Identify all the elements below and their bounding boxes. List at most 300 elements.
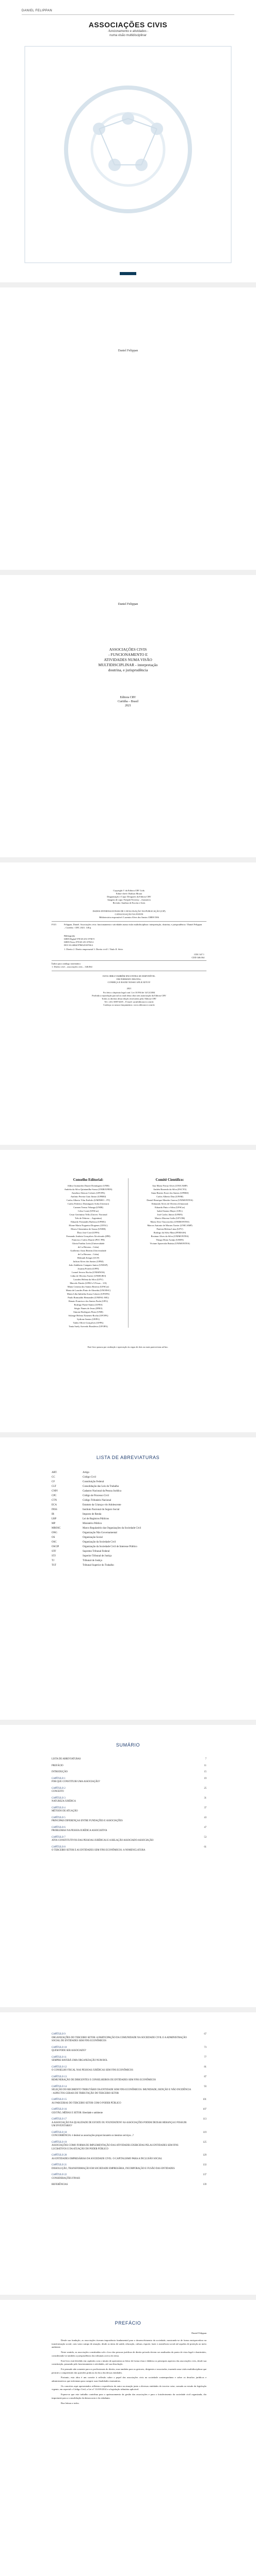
digital-line: ESTA OBRA TAMBÉM ENCONTRA-SE DISPONÍVEL <box>103 975 155 977</box>
abbreviation-key: LRP <box>52 1518 57 1520</box>
credit-line: Copyright © da Editora CRV Ltda. <box>113 889 145 892</box>
council-member: Helmuth Krüger (UCP) <box>77 1257 100 1259</box>
toc-chapter-title: PROBLEMAS NA PESSOA JURÍDICA ASSOCIATIVA <box>52 1829 107 1832</box>
cdd-code: CDD 346.064 <box>191 956 204 959</box>
toc-chapter-title: PREFÁCIO <box>52 1764 63 1767</box>
council-member: Andréia da Silva Quintanilha Sousa (UNIR/UFRN) <box>64 1188 113 1191</box>
toc-chapter-label: CAPÍTULO 20 <box>52 2154 67 2157</box>
abbreviation-key: TST <box>52 1564 56 1567</box>
committee-member: Andréa Rosendo da Silva (FACTO) <box>153 1188 187 1191</box>
toc-item-title <box>52 1797 191 1804</box>
title-page-publisher <box>0 696 256 708</box>
council-member: Cesar Gerónimo Tello (Univer. Nacional <box>69 1213 107 1216</box>
toc-item-title <box>52 1817 191 1823</box>
table-of-contents <box>52 1758 206 1856</box>
toc-chapter-label: CAPÍTULO 12 <box>52 2065 67 2069</box>
council-member: Lídia de Oliveira Xavier (UNIEURO) <box>70 1275 106 1277</box>
council-member: Rodrigo Pratte-Santos (UFES) <box>74 1303 103 1306</box>
toc-chapter-label: CAPÍTULO 8 <box>52 1845 66 1849</box>
toc-page-number: 15 <box>204 1771 206 1773</box>
council-member: de La Havana – Cuba) <box>77 1253 99 1256</box>
credit-line: Imagem de capa: Freepik/Vecteezy – ilustrativa <box>107 899 151 901</box>
toc-item <box>52 1758 206 1761</box>
toc-item <box>52 2183 206 2187</box>
abbreviation-value: Organização da Sociedade Civil <box>83 1541 116 1544</box>
toc-page-number: 47 <box>204 1826 206 1829</box>
abbreviation-row <box>52 1470 206 1475</box>
page-divider <box>0 857 256 862</box>
committee-member: Viviane Aparecida Batista (UNIMONTES) <box>150 1242 190 1245</box>
toc-item <box>52 2118 206 2128</box>
toc-chapter-label: CAPÍTULO 5 <box>52 1816 66 1819</box>
preface-paragraph: Portanto, esta obra é um convite à reflexão sobre o papel das associações civis na sociedade contemporânea e sobre os desafios jurídicos e administrativos que enfrentam para cumprir suas finalidades estatutárias. <box>52 2376 206 2383</box>
committee-member: Isabel Santos Mayer (UEL) <box>157 1210 183 1212</box>
preface-body <box>52 2339 206 2406</box>
toc-page-number: 73 <box>204 2046 206 2049</box>
toc-chapter-title: GESTÃO, MÍDIAS E SETOR: liberdade e ambiente <box>52 2111 103 2114</box>
toc-chapter-label: CAPÍTULO 1 <box>52 1777 66 1780</box>
council-member: Jailson Alves dos Santos (UFRJ) <box>73 1260 104 1263</box>
abbreviation-row <box>52 1512 206 1517</box>
cip-rule <box>52 960 206 961</box>
toc-item <box>52 2046 206 2053</box>
council-member: Maria de Lourdes Pinto de Almeida (UNOESC) <box>66 1289 111 1292</box>
abbreviation-value: Organização Social <box>83 1536 103 1539</box>
toc-chapter-title: LISTA DE ABREVIATURAS <box>52 1758 81 1760</box>
preface-title: PREFÁCIO <box>115 2320 141 2326</box>
toc-item <box>52 1846 206 1853</box>
abbreviation-key: OSC <box>52 1541 57 1544</box>
publisher-line: Editora CRV <box>120 696 136 699</box>
toc-page-number: 119 <box>203 2131 206 2134</box>
toc-chapter-title: REFERÊNCIAS <box>52 2183 68 2186</box>
toc-page-number: 93 <box>204 2085 206 2088</box>
council-member: Sydione Santos (UEPG) <box>77 1318 100 1320</box>
toc-chapter-label: CAPÍTULO 4 <box>52 1806 66 1809</box>
toc-item <box>52 1807 206 1814</box>
abbreviation-row <box>52 1517 206 1521</box>
toc-page-number: 113 <box>203 2118 206 2121</box>
cover-subtitle-1: -funcionamento e atividades - <box>107 30 149 33</box>
toc-page-number: 81 <box>204 2065 206 2069</box>
toc-chapter-label: CAPÍTULO 22 <box>52 2174 67 2176</box>
abbreviation-key: CTN <box>52 1499 57 1502</box>
toc-chapter-title: SEMPRE HAVERÁ UMA ORGANIZAÇÃO NUM ROL <box>52 2059 108 2062</box>
council-member: de La Havana – Cuba) <box>77 1246 99 1248</box>
toc-item-title <box>52 2108 191 2115</box>
toc-chapter-title: ORGANIZAÇÕES DO TERCEIRO SETOR: A PARTICIPAÇÃO DA COMUNIDADE NA SOCIEDADE CIVIL E A ADMINISTRAÇÃO SOCIAL DE ENTIDADES SEM FINS ECONÔMICOS <box>52 2036 187 2042</box>
abbreviation-key: CLT <box>52 1485 56 1488</box>
abbreviation-key: IR <box>52 1513 54 1516</box>
toc-page-number: 37 <box>204 1806 206 1809</box>
title-line: MULTIDISCIPLINAR - interpretação <box>98 663 158 667</box>
abbreviation-row <box>52 1549 206 1554</box>
toc-chapter-title: NATUREZA JURÍDICA <box>52 1800 76 1803</box>
abbreviation-row <box>52 1484 206 1489</box>
council-member: Fernando Antônio Gonçalves Alcoforado (IPB) <box>66 1235 110 1238</box>
index-line: Índice para catálogo sistemático <box>52 962 81 965</box>
abbreviation-key: MROSC <box>52 1527 61 1530</box>
abbreviation-key: ART. <box>52 1471 57 1474</box>
abbreviation-value: Código de Processo Civil <box>83 1495 109 1497</box>
council-member: Carlos Federico Dominguez Avila (Unieuro) <box>67 1202 109 1205</box>
abbreviation-row <box>52 1526 206 1531</box>
abbreviation-row <box>52 1507 206 1512</box>
abbreviation-row <box>52 1535 206 1540</box>
cip-subtitle: CATALOGAÇÃO NA FONTE <box>115 913 143 916</box>
credit-line: Editor-chefe: Railson Moura <box>116 892 142 895</box>
abbreviation-row <box>52 1521 206 1526</box>
abbreviation-value: Consolidação das Leis do Trabalho <box>83 1485 119 1488</box>
council-member: Elione Maria Nogueira Diogenes (UFAL) <box>69 1224 108 1227</box>
toc-item-title <box>52 2131 191 2138</box>
toc-item-title <box>52 1765 191 1768</box>
council-member: Solange Helena Ximenes-Rocha (UFOPA) <box>68 1314 108 1317</box>
abbreviations-page <box>0 1437 256 1720</box>
toc-item-title <box>52 2046 191 2053</box>
abbreviation-row <box>52 1498 206 1503</box>
preface-paragraph: Os conceitos aqui apresentados refletem a experiência do autor na atuação junto a diversas entidades do terceiro setor, somada ao estudo da legislação vigente, em especial o Código Civil, a Lei nº 13.019/2014 e a legislação tributária aplicável. <box>52 2384 206 2391</box>
legal-notice <box>52 991 206 1007</box>
council-member: Sérgio Nunes de Jesus (IFRO) <box>74 1307 103 1310</box>
toc-item <box>52 1771 206 1774</box>
abbreviation-key: ECA <box>52 1504 57 1506</box>
toc-item <box>52 2066 206 2073</box>
toc-chapter-title: SELEÇÃO DO REGIMENTO TRIBUTÁRIO DA ENTIDADE SEM FINS ECONÔMICOS: IMUNIDADE, ISENÇÃO E NÃO INCIDÊNCIA - ASPECTOS GERAIS DE TRIBUTAÇÃO DO TERCEIRO SETOR <box>52 2089 191 2095</box>
council-member: Maria Cristina dos Santos Bezerra (UFSCar) <box>67 1285 109 1288</box>
council-member: Elizeu Clementino de Souza (UNEB) <box>71 1228 106 1230</box>
cip-title: DADOS INTERNACIONAIS DE CATALOGAÇÃO NA PUBLICAÇÃO (CIP) <box>92 910 166 912</box>
abbreviation-value: Estatuto da Criança e do Adolescente <box>83 1504 121 1506</box>
council-member: Eduardo Fernandes Barbosa (UFMG) <box>71 1221 106 1223</box>
committee-member: Marcio Moreno Gallo (UFVJM) <box>154 1217 185 1219</box>
committee-member: Maria Alice Vasconcelos (UNIMONTES) <box>150 1221 189 1223</box>
toc-page-number: 129 <box>202 2154 206 2157</box>
legal-line: Foi feito o depósito legal conf. Lei 10.994 de 14/12/2004 <box>103 991 155 994</box>
toc-page-number: 7 <box>205 1758 206 1760</box>
page-divider <box>0 570 256 575</box>
toc-page-number: 133 <box>202 2164 206 2166</box>
council-member: Josania Portela (UFPI) <box>77 1267 99 1270</box>
toc-page-number: 137 <box>202 2174 206 2176</box>
council-member: Lourdes Helena da Silva (UFV) <box>73 1278 103 1281</box>
council-member: Paulo Romualdo Hernandes (UNIFAL-MG) <box>68 1296 109 1299</box>
toc-chapter-label: CAPÍTULO 2 <box>52 1787 66 1790</box>
toc-chapter-title: AS PARCERIAS DO TERCEIRO SETOR COM O PODER PÚBLICO <box>52 2102 121 2105</box>
toc-chapter-title: POR QUE CONSTITUIR UMA ASSOCIAÇÃO? <box>52 1781 100 1783</box>
council-member: Carmen Tereza Velanga (UNIR) <box>73 1206 103 1209</box>
cip-subjects: 1. Direito 2. Direito empresarial 3. Direito civil I. Título II. Série. <box>64 948 123 951</box>
abbreviation-row <box>52 1494 206 1498</box>
credit-line: Diagramação e Capa: Designers da Editora CRV <box>107 895 151 898</box>
toc-item-title <box>52 2164 191 2171</box>
preface-paragraph: Boa leitura a todos. <box>61 2401 79 2404</box>
abbreviation-key: CC <box>52 1476 55 1479</box>
preface-paragraph: Espera-se que este trabalho contribua para o aprimoramento da gestão das associações e para o fortalecimento da sociedade civil organizada, tão importante para a consolidação da democracia e da cidadania. <box>52 2393 206 2399</box>
toc-chapter-label: CAPÍTULO 16 <box>52 2108 67 2111</box>
toc-page-number: 19 <box>204 1777 206 1780</box>
abbreviation-value: Código Tributário Nacional <box>83 1499 111 1502</box>
toc-item-title <box>52 2118 191 2128</box>
scientific-committee-title: Comitê Científico: <box>155 1178 184 1182</box>
abbreviation-row <box>52 1531 206 1535</box>
editorial-council-page <box>0 1150 256 1432</box>
abbreviation-value: Lei de Registros Públicos <box>83 1518 109 1520</box>
abbreviation-key: MP <box>52 1522 56 1525</box>
abbreviation-key: CF <box>52 1481 55 1483</box>
page-divider <box>0 282 256 287</box>
abbreviation-key: ONG <box>52 1532 57 1534</box>
council-member: Tania Suely Azevedo Brasileiro (UFOPA) <box>69 1325 108 1328</box>
toc-page-number: 139 <box>202 2183 206 2186</box>
toc-chapter-label: CAPÍTULO 10 <box>52 2046 67 2049</box>
legal-line: Tel.: (41) 3039-6418 – E-mail: sac@editoracrv.com.br <box>104 1001 154 1003</box>
title-line: doutrina, e jurisprudência <box>108 668 148 672</box>
toc-item <box>52 1836 206 1843</box>
toc-page-number: 107 <box>202 2108 206 2111</box>
legal-line: Conheça os nossos lançamentos: www.editoracrv.com.br <box>103 1004 155 1006</box>
copyright-year: 2021 <box>126 987 132 990</box>
publisher-line: 2021 <box>125 704 131 707</box>
abbreviation-key: TJ <box>52 1560 54 1562</box>
abbreviation-key: STJ <box>52 1555 56 1557</box>
abbreviations-title: LISTA DE ABREVIATURAS <box>96 1455 160 1460</box>
toc-item-title <box>52 1807 191 1814</box>
page-divider <box>0 2007 256 2012</box>
council-member: Marcelo Paixão (UFRJ e UTexas – US) <box>70 1282 107 1284</box>
toc-chapter-title: O CONSELHO FISCAL NAS PESSOAS JURÍDICAS SEM FINS ECONÔMICOS <box>52 2069 133 2072</box>
toc-chapter-label: CAPÍTULO 9 <box>52 2033 66 2036</box>
title-page-title <box>0 647 256 673</box>
title-line: ASSOCIAÇÕES CIVIS <box>109 647 147 652</box>
preface-page <box>0 2300 256 2576</box>
council-member: Élsio José Corá (UFFS) <box>77 1231 100 1234</box>
toc-chapter-title: PRINCIPAIS DIFERENÇAS ENTRE FUNDAÇÕES E ASSOCIAÇÕES <box>52 1820 123 1822</box>
council-member: Simone Rodrigues Pinto (UNB) <box>73 1311 103 1313</box>
digital-line: CONHEÇA E BAIXE NOSSO APLICATIVO! <box>107 981 151 984</box>
book-cover <box>0 0 256 282</box>
cover-rule <box>22 14 234 15</box>
toc-page-number: 77 <box>204 2056 206 2059</box>
toc-page-number: 11 <box>204 1764 206 1767</box>
committee-member: Carlos Alberto Dias (UFSM) <box>156 1195 184 1198</box>
title-line: - FUNCIONAMENTO E <box>108 652 148 657</box>
committee-member: Rodrigo da Silva Maia (FEMASS) <box>153 1231 186 1234</box>
cover-subtitle-2: numa visão multidisciplinar <box>109 34 147 37</box>
toc-chapter-title: AS ENTIDADES EMPRESÁRIAS DA SOCIEDADE CIVIL: O CAPITALISMO PARA A INCLUSÃO SOCIAL <box>52 2157 163 2160</box>
page-divider <box>0 1145 256 1150</box>
toc-chapter-title: CONCORRÊNCIA: é desleal as associações proporcionarem os mesmos serviços...? <box>52 2134 134 2137</box>
summary-page-1 <box>0 1725 256 2007</box>
toc-item <box>52 2154 206 2161</box>
council-member: Leonel Severo Rocha (UNISINOS) <box>72 1271 105 1274</box>
preface-paragraph: Foi pensado não somente para os profissionais do direito, mas também para os gestores, dirigentes e associados, trazendo uma visão multidisciplinar que permite a compreensão das questões práticas do dia a dia dessas entidades. <box>52 2367 206 2374</box>
toc-chapter-label: CAPÍTULO 21 <box>52 2164 67 2166</box>
cdu-code: CDU 347 1 <box>194 953 204 956</box>
abbreviation-value: Tribunal Superior do Trabalho <box>83 1564 114 1567</box>
publisher-line: Curitiba – Brasil <box>118 700 138 703</box>
toc-item-title <box>52 1771 191 1774</box>
council-member: Carlos Alberto Vilar Estêvão (UMINHO – PT) <box>66 1199 110 1201</box>
toc-item-title <box>52 2098 191 2105</box>
toc-item-title <box>52 2056 191 2063</box>
committee-member: Rosimar Alves da Silva (UNIMONTES) <box>151 1235 189 1238</box>
abbreviation-row <box>52 1554 206 1558</box>
abbreviation-row <box>52 1475 206 1480</box>
abbreviations-list <box>52 1470 206 1568</box>
toc-item <box>52 2174 206 2180</box>
council-member: Maria Lília Imbiriba Sousa Colares (UFOPA) <box>67 1293 110 1295</box>
preface-paragraph: Este livro está dividido em capítulos com o intuito de apresentar ao leitor de forma clara e didática os principais aspectos das associações civis, desde sua constituição, passando pelo funcionamento e atividades, até sua dissolução. <box>52 2359 206 2366</box>
council-member: Gloria Fariñas León (Universidade <box>72 1242 105 1245</box>
council-member: Antônio Pereira Gaio Júnior (UFRRJ) <box>70 1195 106 1198</box>
abbreviation-row <box>52 1558 206 1563</box>
cover-author: DANIEL FELIPPAN <box>22 9 53 12</box>
summary-page-2 <box>0 2012 256 2295</box>
toc-item-title <box>52 2183 191 2187</box>
toc-page-number: 87 <box>204 2075 206 2078</box>
toc-chapter-label: CAPÍTULO 18 <box>52 2131 67 2134</box>
toc-item-title <box>52 1787 191 1794</box>
committee-member: Edmundo Alves de Oliveira (Uniaraxá) <box>151 1202 188 1205</box>
page-divider <box>0 2295 256 2300</box>
toc-item-title <box>52 1758 191 1761</box>
abbreviation-key: INSS <box>52 1509 57 1511</box>
toc-item <box>52 2056 206 2063</box>
toc-item-title <box>52 1846 191 1853</box>
abbreviation-row <box>52 1545 206 1549</box>
digital-notice <box>52 975 206 984</box>
publisher-logo <box>120 272 136 275</box>
preface-paragraph: Neste sentido, as associações constituídas sob o foco das pessoas jurídicas de direito privado devem ser analisadas do ponto de vista legal e doutrinário, considerando-se também a jurisprudência dos tribunais acerca do tema. <box>52 2351 206 2357</box>
toc-item-title <box>52 2076 191 2082</box>
toc-item <box>52 1787 206 1794</box>
toc-chapter-label: CAPÍTULO 15 <box>52 2098 67 2101</box>
toc-chapter-label: CAPÍTULO 19 <box>52 2141 67 2144</box>
credit-line: Revisão: Analista de Escrita e Artes <box>113 902 146 904</box>
toc-chapter-title: CONSIDERAÇÕES FINAIS <box>52 2177 81 2180</box>
page-divider <box>0 1432 256 1437</box>
toc-page-number: 125 <box>202 2141 206 2144</box>
toc-chapter-label: CAPÍTULO 7 <box>52 1836 66 1839</box>
preface-author: Daniel Felippan <box>191 2332 206 2334</box>
toc-item <box>52 1797 206 1804</box>
council-member: Guillermo Arias Beatón (Universidade <box>70 1249 106 1252</box>
toc-item-title <box>52 1826 191 1833</box>
abbreviation-key: OS <box>52 1536 55 1539</box>
toc-chapter-label: CAPÍTULO 17 <box>52 2118 67 2121</box>
toc-chapter-title: MÉTODO DE ATUAÇÃO <box>52 1810 78 1812</box>
toc-chapter-label: CAPÍTULO 13 <box>52 2075 67 2078</box>
abbreviation-value: Marco Regulatório das Organizações da Sociedade Civil <box>83 1527 141 1530</box>
toc-chapter-title: INTRODUÇÃO <box>52 1771 68 1773</box>
committee-member: Eduardo Pinto e Silva (UFSCar) <box>154 1206 185 1209</box>
abbreviation-value: Superior Tribunal de Justiça <box>83 1555 112 1557</box>
abbreviation-value: Constituição Federal <box>83 1481 104 1483</box>
summary-title: SUMÁRIO <box>116 1742 140 1748</box>
abbreviation-key: CPC <box>52 1495 57 1497</box>
committee-member: Patrícia Helena Lima (UFV) <box>156 1228 183 1230</box>
abbreviation-key: CNPJ <box>52 1490 58 1493</box>
council-member: Renato Francisco dos Santos Paula (UFG) <box>68 1300 108 1302</box>
toc-item <box>52 2141 206 2151</box>
toc-page-number: 53 <box>204 1836 206 1839</box>
committee-member: Ana Maria Ferraz Alves (UNICAMP) <box>152 1184 188 1187</box>
committee-member: Marcos Antonio de Moraes Xavier (UNICAMP) <box>147 1224 193 1227</box>
abbreviation-value: Organização Não Governamental <box>83 1532 117 1534</box>
abbreviation-value: Supremo Tribunal Federal <box>83 1550 110 1553</box>
committee-member: José Carlos Júnior (UFRN) <box>157 1213 183 1216</box>
toc-page-number: 43 <box>204 1816 206 1819</box>
toc-chapter-title: A ASSOCIAÇÃO NA QUALIDADE DE ESTATE OU FOUNDATION? AS ASSOCIAÇÕES PODEM DEIXAR HERANÇA E POSSUIR UM INVENTÁRIO? <box>52 2121 187 2127</box>
legal-line: Proibida a reprodução parcial ou total desta obra sem autorização da Editora CRV <box>92 994 166 997</box>
cover-illustration <box>22 41 234 268</box>
council-member: Celso Conti (UFSCar) <box>77 1210 99 1212</box>
abbreviation-value: Código Civil <box>83 1476 96 1479</box>
toc-chapter-label: CAPÍTULO 3 <box>52 1797 66 1800</box>
abbreviation-row <box>52 1540 206 1545</box>
council-member: João Adalberto Campato Junior (UNESP) <box>69 1264 108 1266</box>
title-page <box>0 575 256 857</box>
cip-isbn: Bibliografia ISBN Digital 978-65-251-0758-9 ISBN Físico 978-65-251-0760-2 DOI 10.24824/978652510760.2 <box>64 935 94 946</box>
abbreviation-row <box>52 1563 206 1568</box>
toc-chapter-title: DISSOLUÇÃO, TRANSFORMAÇÃO EM SOCIEDADE EMPRESÁRIA, INCORPORAÇÃO E FUSÃO DAS ENTIDADES <box>52 2167 175 2170</box>
council-member: Tadeu Oliver Gonçalves (UFPA) <box>73 1321 104 1324</box>
committee-member: Daniel Henrique Mendes Guerra (UNIMONTES) <box>147 1199 193 1201</box>
toc-page-number: 67 <box>204 2033 206 2036</box>
toc-item-title <box>52 2066 191 2073</box>
abbreviation-key: OSCIP <box>52 1546 59 1548</box>
toc-page-number: 61 <box>204 1845 206 1849</box>
toc-item <box>52 2131 206 2138</box>
abbreviation-value: Organização da Sociedade Civil de Interesse Público <box>83 1546 137 1548</box>
index-line: 1. Direito civil – associações civis – 346.064 <box>52 965 92 968</box>
digital-line: EM FORMATO DIGITAL. <box>116 978 142 980</box>
abbreviation-key: STF <box>52 1550 56 1553</box>
toc-chapter-title: QUEM PODE SER ASSOCIADO? <box>52 2049 86 2052</box>
toc-item-title <box>52 2174 191 2180</box>
toc-item <box>52 2098 206 2105</box>
toc-item-title <box>52 1777 191 1784</box>
toc-page-number: 31 <box>204 1797 206 1800</box>
abbreviation-value: Tribunal de Justiça <box>83 1560 102 1562</box>
toc-item-title <box>52 2086 191 2096</box>
toc-item <box>52 1765 206 1768</box>
page-divider <box>0 1720 256 1725</box>
toc-item <box>52 2164 206 2171</box>
index-lines <box>52 962 206 969</box>
toc-item <box>52 1826 206 1833</box>
abbreviation-row <box>52 1503 206 1507</box>
toc-item-title <box>52 2154 191 2161</box>
council-divider <box>128 1178 129 1328</box>
toc-chapter-label: CAPÍTULO 11 <box>52 2056 67 2059</box>
toc-item <box>52 2086 206 2096</box>
toc-item-title <box>52 2033 191 2043</box>
abbreviation-value: Imposto de Renda <box>83 1513 102 1516</box>
committee-member: Thiago Diniz Araújo (UERN) <box>156 1239 184 1241</box>
committee-member: Anna Beatriz Esser dos Santos (UFRRJ) <box>151 1192 189 1194</box>
council-member: Francisco Carlos Duarte (PUC-PR) <box>72 1239 105 1241</box>
toc-chapter-title: O TERCEIRO SETOR E AS ENTIDADES SEM FINS ECONÔMICOS: A NOMENCLATURA <box>52 1849 146 1852</box>
toc-item <box>52 2108 206 2115</box>
toc-item <box>52 1817 206 1823</box>
legal-line: Todos os direitos desta edição reservados pela: Editora CRV <box>102 997 156 1000</box>
title-line: ATIVIDADES NUMA VISÃO <box>104 657 152 662</box>
half-title: Daniel Felippan <box>118 349 138 352</box>
toc-page-number: 101 <box>202 2098 206 2101</box>
toc-item-title <box>52 1836 191 1843</box>
